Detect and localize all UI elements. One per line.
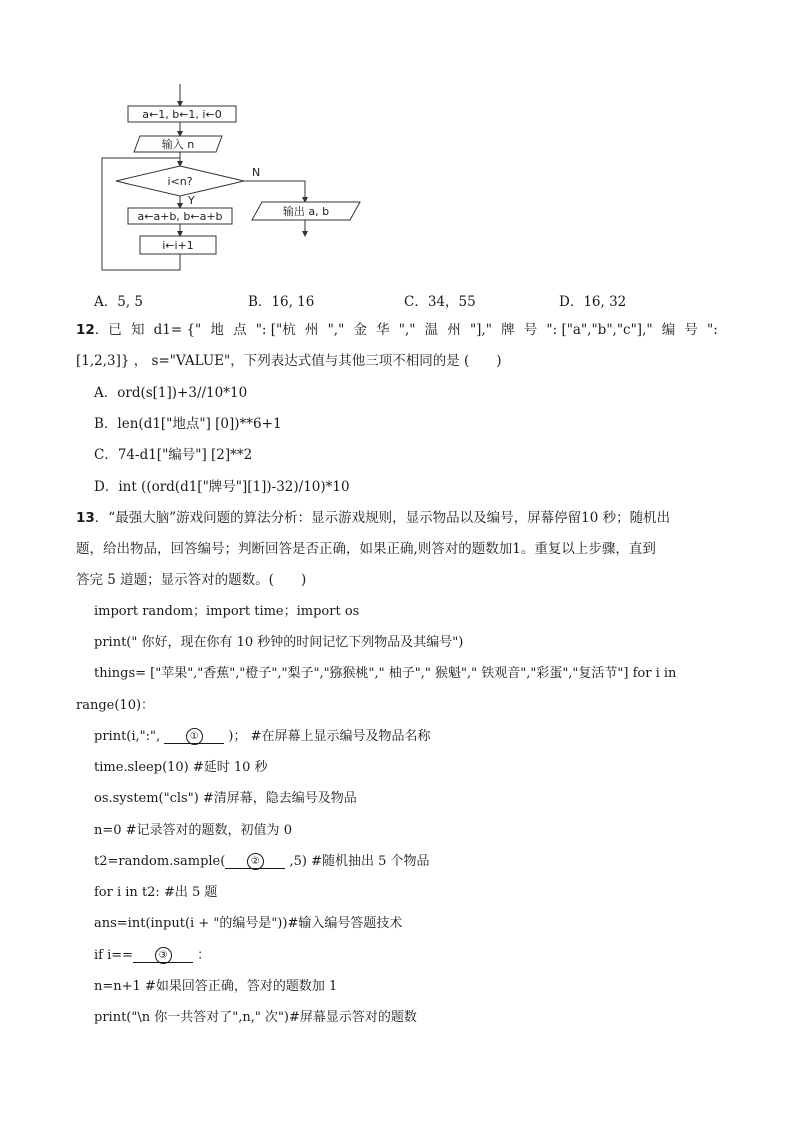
q12-seg: 金 <box>353 322 367 338</box>
code-line-sample <box>94 853 430 871</box>
input-text: 输入 n <box>161 138 195 151</box>
decision-text: i<n? <box>167 175 193 188</box>
no-branch <box>244 181 305 200</box>
q11-option-a: A．5, 5 <box>94 294 144 310</box>
code-line-print-items <box>94 728 431 746</box>
q12-seg: "," <box>398 322 416 338</box>
q12-seg: 牌 <box>501 322 515 338</box>
code-line-range: range(10)： <box>76 698 155 713</box>
code-line-print-result: print("\n 你一共答对了",n," 次")#屏幕显示答对的题数 <box>94 1010 417 1025</box>
code-line-things: things= ["苹果","香蕉","橙子","梨子","猕猴桃"," 柚子"," 猴魁"," 铁观音","彩蛋","复活节"] for i in <box>94 666 677 681</box>
q13-stem-line3: 答完 5 道题；显示答对的题数。( ) <box>76 572 307 588</box>
update-ab-text: a←a+b, b←a+b <box>137 210 223 223</box>
code-text: if i== <box>94 948 134 963</box>
code-text: t2=random.sample( <box>94 854 226 869</box>
q12-seg: 知 <box>130 322 145 338</box>
code-line-for: for i in t2: #出 5 题 <box>94 885 218 900</box>
output-text: 输出 a, b <box>282 205 330 218</box>
code-line-cls: os.system("cls") #清屏幕，隐去编号及物品 <box>94 791 357 806</box>
q13-stem-line2: 题，给出物品，回答编号；判断回答是否正确，如果正确,则答对的题数加1。重复以上步骤，直到 <box>76 541 656 557</box>
q12-seg: 地 <box>210 322 224 338</box>
blank-2[interactable] <box>225 853 285 869</box>
q13-number: 13 <box>76 510 95 526</box>
q12-stem-line2: [1,2,3]} ， s="VALUE"，下列表达式值与其他三项不相同的是 ( ) <box>76 353 502 369</box>
q12-seg: 州 <box>447 322 461 338</box>
code-text: )； #在屏幕上显示编号及物品名称 <box>224 729 431 744</box>
q12-seg: "," <box>327 322 345 338</box>
q12-seg: ": ["a","b","c"]," <box>546 322 653 338</box>
q12-number: 12 <box>76 322 95 338</box>
q11-option-b: B．16, 16 <box>248 294 315 310</box>
q12-stem-line1 <box>76 321 718 339</box>
blank-2-marker: ② <box>247 853 264 870</box>
init-text: a←1, b←1, i←0 <box>142 108 222 121</box>
flowchart <box>96 84 376 276</box>
q12-option-b: B．len(d1["地点"] [0])**6+1 <box>94 416 282 432</box>
q12-option-d: D．int ((ord(d1["牌号"][1])-32)/10)*10 <box>94 479 350 495</box>
yes-label: Y <box>188 194 195 207</box>
q12-seg: ": ["杭 <box>255 322 296 338</box>
no-label: N <box>252 166 261 179</box>
code-text: print(i,":", <box>94 729 161 744</box>
q12-seg: 州 <box>304 322 319 338</box>
q12-seg: 华 <box>376 322 390 338</box>
q12-seg: ": <box>707 322 718 338</box>
blank-3-marker: ③ <box>155 947 172 964</box>
q11-option-c: C．34，55 <box>404 294 476 310</box>
update-i-text: i←i+1 <box>162 239 194 252</box>
q12-seg: 号 <box>523 322 538 338</box>
code-line-increment: n=n+1 #如果回答正确，答对的题数加 1 <box>94 979 338 994</box>
code-line-n-init: n=0 #记录答对的题数，初值为 0 <box>94 823 292 838</box>
q11-option-d: D．16, 32 <box>559 294 627 310</box>
q13-stem-text1: ．“最强大脑”游戏问题的算法分析：显示游戏规则，显示物品以及编号，屏幕停留10 秒；随机出 <box>94 510 671 526</box>
q12-option-a: A．ord(s[1])+3//10*10 <box>94 385 248 401</box>
code-line-print-intro: print(" 你好，现在你有 10 秒钟的时间记忆下列物品及其编号") <box>94 635 464 650</box>
code-line-input: ans=int(input(i + "的编号是"))#输入编号答题技术 <box>94 916 403 931</box>
flowchart-svg <box>96 84 376 276</box>
q12-seg: "]," <box>469 322 492 338</box>
blank-1-marker: ① <box>186 728 203 745</box>
q12-seg: 编 <box>661 322 676 338</box>
blank-1[interactable] <box>164 728 224 744</box>
q13-stem-line1 <box>76 509 670 527</box>
code-text: ,5) #随机抽出 5 个物品 <box>285 854 430 869</box>
q12-seg: ．已 <box>94 322 122 338</box>
q12-seg: d1= {" <box>153 322 202 338</box>
blank-3[interactable] <box>133 947 193 963</box>
code-line-if <box>94 947 210 965</box>
code-text: ： <box>193 948 211 963</box>
q12-seg: 号 <box>684 322 698 338</box>
q12-seg: 点 <box>233 322 247 338</box>
code-line-sleep: time.sleep(10) #延时 10 秒 <box>94 760 268 775</box>
q12-option-c: C．74-d1["编号"] [2]**2 <box>94 447 253 463</box>
q12-seg: 温 <box>424 322 439 338</box>
code-line-import: import random；import time；import os <box>94 604 360 619</box>
